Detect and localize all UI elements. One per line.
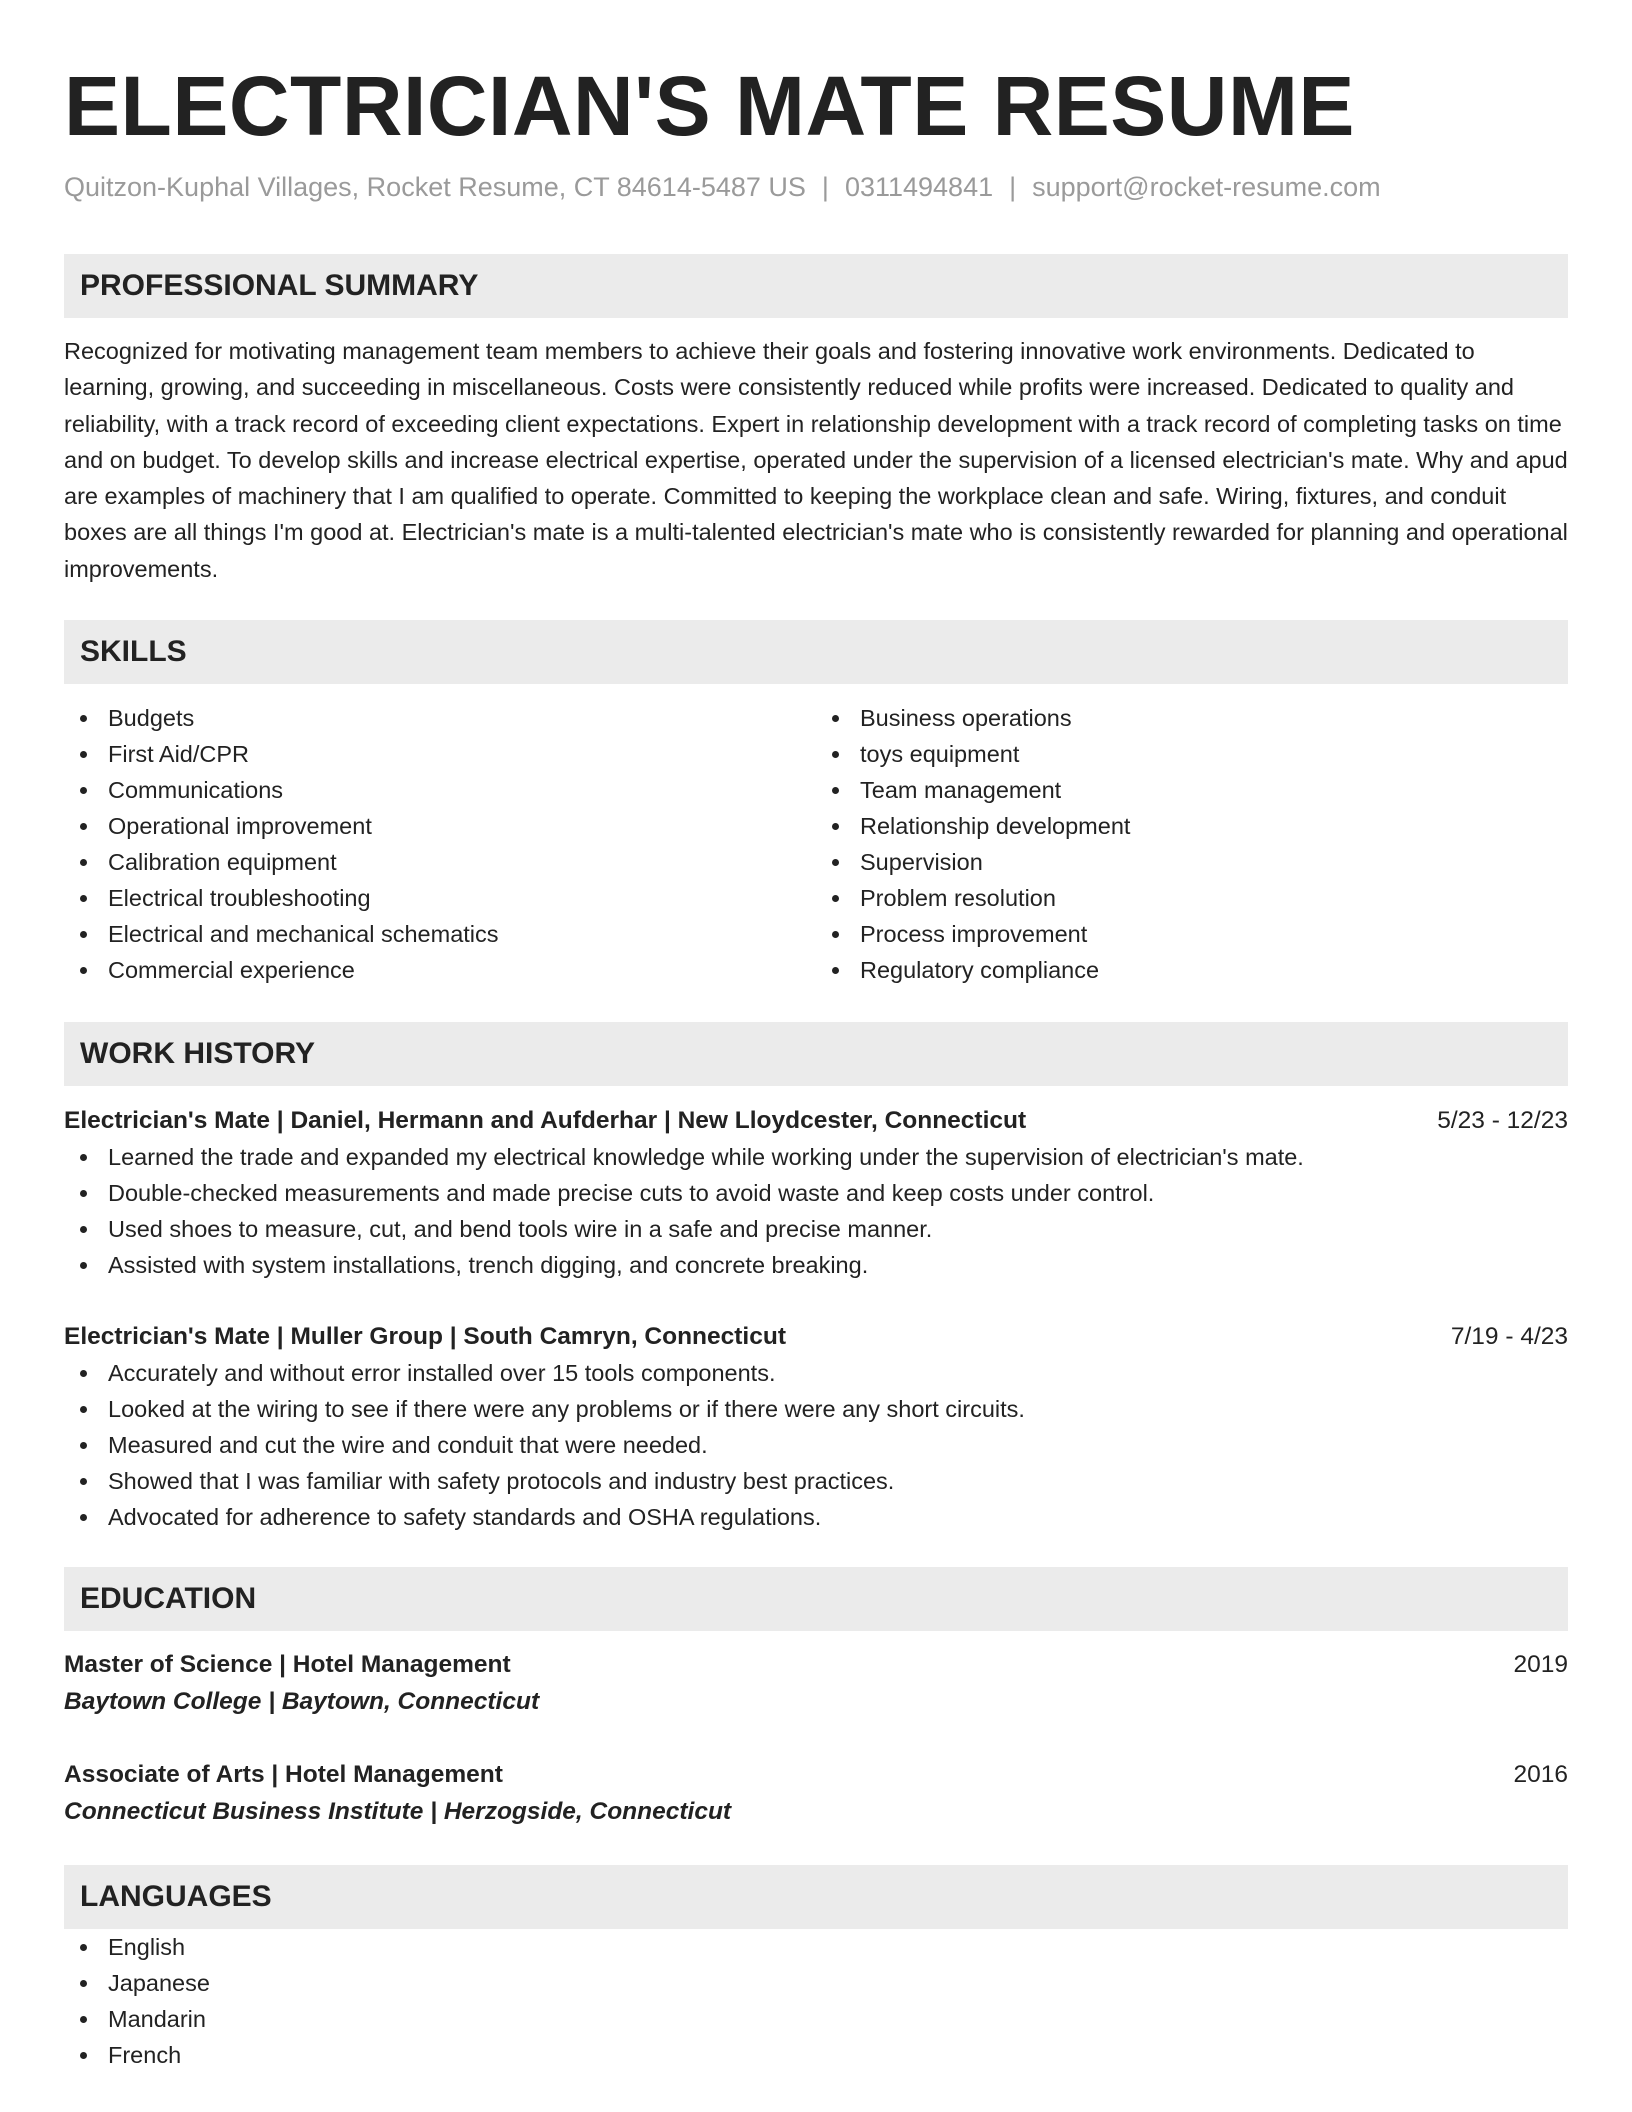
education-year: 2016: [1513, 1761, 1568, 1789]
job-title: Electrician's Mate | Daniel, Hermann and Aufderhar | New Lloydcester, Connecticut: [64, 1107, 1027, 1135]
contact-email: support@rocket-resume.com: [1032, 172, 1381, 202]
skill-item: Communications: [64, 772, 816, 808]
resume-page: [64, 0, 1568, 2073]
job-duties-list: [64, 1139, 1568, 1283]
skill-item: First Aid/CPR: [64, 736, 816, 772]
skill-item: Process improvement: [816, 916, 1568, 952]
contact-address: Quitzon-Kuphal Villages, Rocket Resume, CT 84614-5487 US: [64, 172, 806, 202]
languages-list: [64, 1929, 1568, 2073]
skill-item: Team management: [816, 772, 1568, 808]
language-item: Mandarin: [64, 2001, 1568, 2037]
job-duty-item: Advocated for adherence to safety standards and OSHA regulations.: [64, 1499, 1568, 1535]
education-school: Connecticut Business Institute | Herzogside, Connecticut: [64, 1798, 732, 1826]
education-entry-header: [64, 1757, 1568, 1793]
skill-item: Regulatory compliance: [816, 952, 1568, 988]
skills-columns: [64, 700, 1568, 988]
contact-separator: |: [821, 172, 829, 202]
skill-item: toys equipment: [816, 736, 1568, 772]
job-dates: 5/23 - 12/23: [1437, 1107, 1568, 1135]
job-duty-item: Measured and cut the wire and conduit that were needed.: [64, 1427, 1568, 1463]
job-duties-list: [64, 1355, 1568, 1535]
skill-item: Operational improvement: [64, 808, 816, 844]
section-heading-education: EDUCATION: [64, 1567, 1568, 1631]
skills-list-right: [816, 700, 1568, 988]
language-item: Japanese: [64, 1965, 1568, 2001]
job-duty-item: Used shoes to measure, cut, and bend tools wire in a safe and precise manner.: [64, 1211, 1568, 1247]
section-heading-summary: PROFESSIONAL SUMMARY: [64, 254, 1568, 318]
skill-item: Supervision: [816, 844, 1568, 880]
language-item: French: [64, 2037, 1568, 2073]
resume-title: ELECTRICIAN'S MATE RESUME: [64, 59, 1355, 153]
job-duty-item: Learned the trade and expanded my electrical knowledge while working under the supervision of electrician's mate.: [64, 1139, 1568, 1175]
education-degree: Master of Science | Hotel Management: [64, 1651, 511, 1679]
job-duty-item: Showed that I was familiar with safety protocols and industry best practices.: [64, 1463, 1568, 1499]
skill-item: Electrical and mechanical schematics: [64, 916, 816, 952]
contact-line: [64, 170, 1568, 204]
education-year: 2019: [1513, 1651, 1568, 1679]
section-heading-work-history: WORK HISTORY: [64, 1022, 1568, 1086]
job-duty-item: Accurately and without error installed over 15 tools components.: [64, 1355, 1568, 1391]
job-duty-item: Double-checked measurements and made precise cuts to avoid waste and keep costs under control.: [64, 1175, 1568, 1211]
section-heading-skills: SKILLS: [64, 620, 1568, 684]
job-title: Electrician's Mate | Muller Group | South Camryn, Connecticut: [64, 1323, 786, 1351]
education-entry-header: [64, 1647, 1568, 1683]
skill-item: Relationship development: [816, 808, 1568, 844]
section-heading-languages: LANGUAGES: [64, 1865, 1568, 1929]
language-item: English: [64, 1929, 1568, 1965]
education-degree: Associate of Arts | Hotel Management: [64, 1761, 503, 1789]
job-duty-item: Looked at the wiring to see if there were any problems or if there were any short circuits.: [64, 1391, 1568, 1427]
summary-text: Recognized for motivating management team members to achieve their goals and fostering innovative work environments. Dedicated to learning, growing, and succeeding in miscellaneous. Costs were consistently reduced while profits were increased. Dedicated to quality and reliability, with a track record of exceeding client expectations. Expert in relationship development with a track record of completing tasks on time and on budget. To develop skills and increase electrical expertise, operated under the supervision of a licensed electrician's mate. Why and apud are examples of machinery that I am qualified to operate. Committed to keeping the workplace clean and safe. Wiring, fixtures, and conduit boxes are all things I'm good at. Electrician's mate is a multi-talented electrician's mate who is consistently rewarded for planning and operational improvements.: [64, 338, 1568, 582]
skill-item: Business operations: [816, 700, 1568, 736]
job-header: [64, 1103, 1568, 1139]
job-duty-item: Assisted with system installations, trench digging, and concrete breaking.: [64, 1247, 1568, 1283]
contact-separator: |: [1009, 172, 1017, 202]
skill-item: Electrical troubleshooting: [64, 880, 816, 916]
job-header: [64, 1319, 1568, 1355]
contact-phone: 0311494841: [844, 172, 994, 202]
skill-item: Problem resolution: [816, 880, 1568, 916]
skills-list-left: [64, 700, 816, 988]
job-dates: 7/19 - 4/23: [1450, 1323, 1568, 1351]
skill-item: Commercial experience: [64, 952, 816, 988]
skill-item: Calibration equipment: [64, 844, 816, 880]
skill-item: Budgets: [64, 700, 816, 736]
education-school: Baytown College | Baytown, Connecticut: [64, 1688, 540, 1716]
